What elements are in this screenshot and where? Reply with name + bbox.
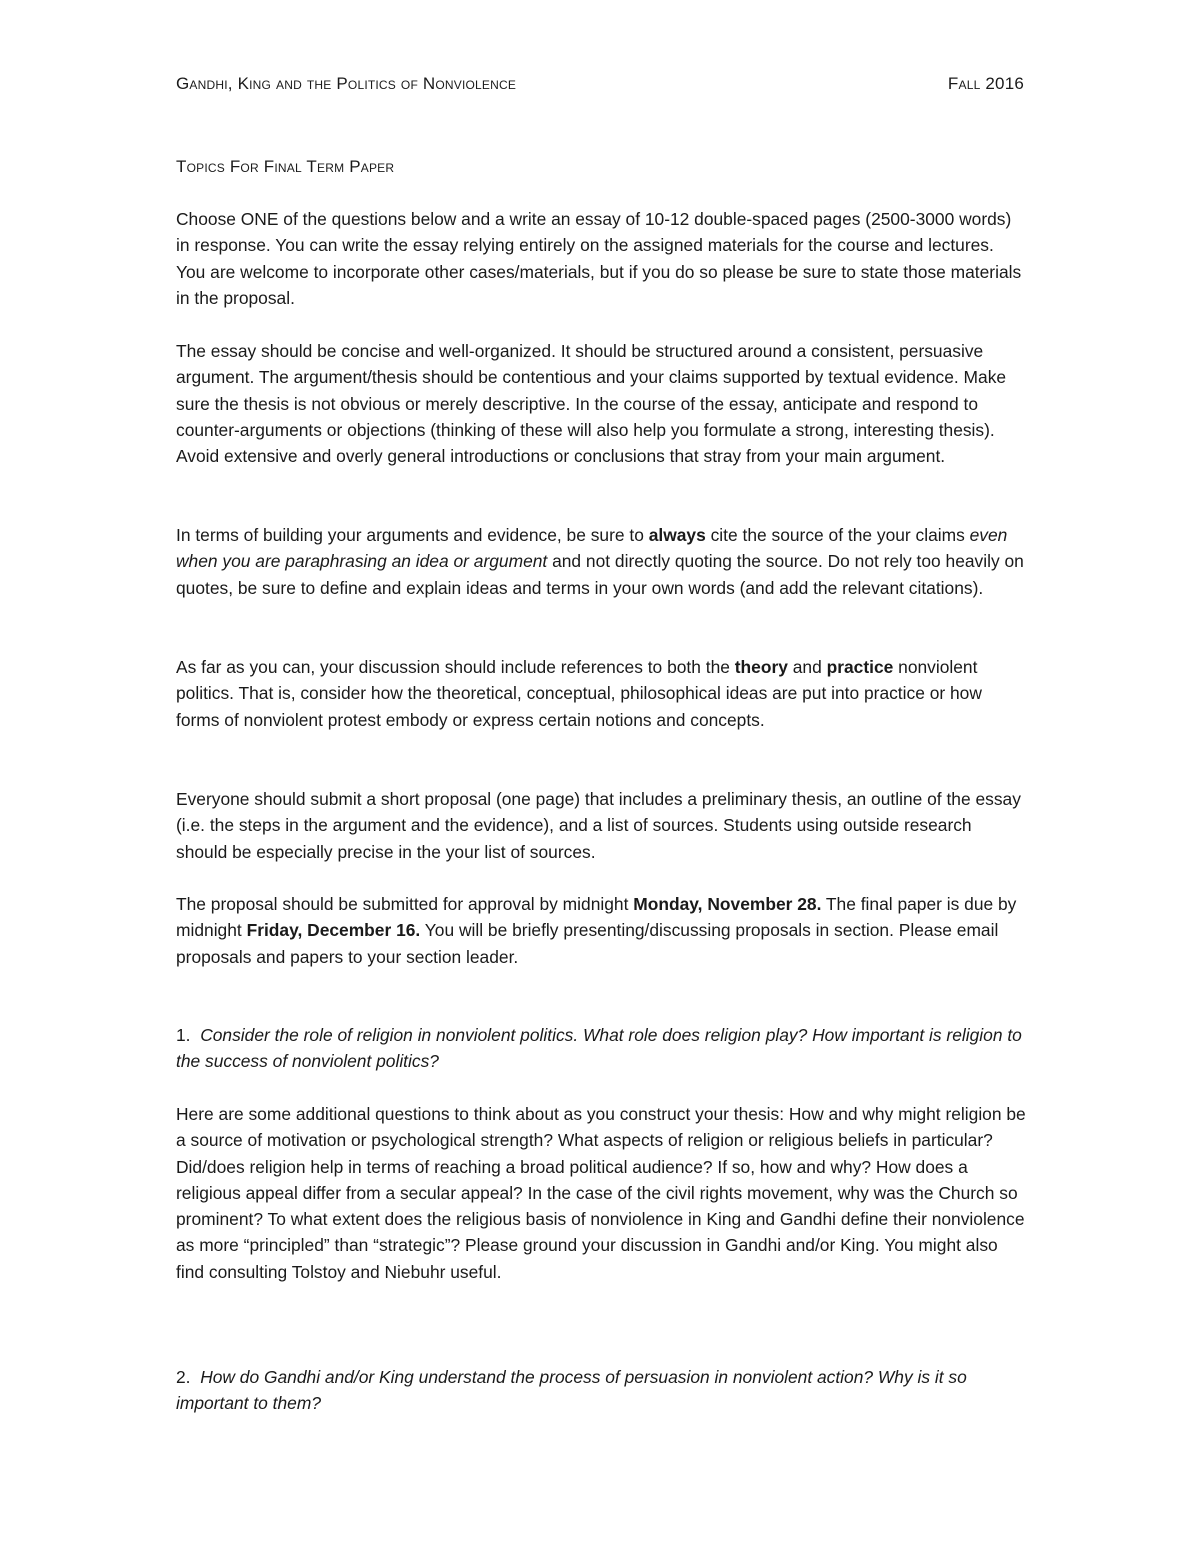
deadline-text-a: The proposal should be submitted for approval by midnight <box>176 894 634 914</box>
proposal-deadline: Monday, November 28. <box>633 894 822 914</box>
page-header <box>176 74 1024 94</box>
term-label: Fall 2016 <box>947 74 1024 93</box>
citation-text-e: and not directly quoting the source. Do not rely too heavily on quotes, be sure to define and explain ideas and terms in your own words (and add the relevant citations). <box>176 551 1024 598</box>
intro-paragraph-4 <box>176 654 1026 733</box>
question-text: How do Gandhi and/or King understand the process of persuasion in nonviolent action? Why is it so important to them? <box>176 1367 967 1414</box>
emphasis-practice: practice <box>826 657 894 677</box>
intro-paragraph-5: Everyone should submit a short proposal (one page) that includes a preliminary thesis, an outline of the essay (i.e. the steps in the argument and the evidence), and a list of sources. Students using outside research should be especially precise in the your list of sources. <box>176 789 1021 862</box>
question-text: Consider the role of religion in nonviolent politics. What role does religion play? How important is religion to the success of nonviolent politics? <box>176 1025 1022 1072</box>
course-title: Gandhi, King and the Politics of Nonviolence <box>176 74 517 93</box>
intro-paragraph-6 <box>176 891 1026 970</box>
citation-text-a: In terms of building your arguments and evidence, be sure to <box>176 525 649 545</box>
paper-deadline: Friday, December 16. <box>246 920 421 941</box>
section-heading: Topics For Final Term Paper <box>176 157 395 176</box>
deadline-text-e: You will be briefly presenting/discussing proposals in section. Please email proposals and papers to your section leader. <box>176 920 999 967</box>
deadline-text-c: The final paper is due by midnight <box>176 894 1017 941</box>
question-number: 1. <box>176 1025 191 1045</box>
question-1 <box>176 1022 1026 1075</box>
citation-text-c: cite the source of the your claims <box>705 525 970 545</box>
intro-paragraph-2: The essay should be concise and well-organized. It should be structured around a consistent, persuasive argument. The argument/thesis should be contentious and your claims supported by textual evidence. Make sure the thesis is not obvious or merely descriptive. In the course of the essay, anticipate and respond to counter-arguments or objections (thinking of these will also help you formulate a strong, interesting thesis). Avoid extensive and overly general introductions or conclusions that stray from your main argument. <box>176 341 1007 467</box>
theory-text-a: As far as you can, your discussion should include references to both the <box>176 657 735 677</box>
question-number: 2. <box>176 1367 191 1387</box>
intro-paragraph-1: Choose ONE of the questions below and a write an essay of 10-12 double-spaced pages (2500-3000 words) in response. You can write the essay relying entirely on the assigned materials for the course and lectures. You are welcome to incorporate other cases/materials, but if you do so please be sure to state those materials in the proposal. <box>176 209 1022 308</box>
document-page <box>176 0 1026 1553</box>
intro-paragraph-3 <box>176 522 1026 601</box>
citation-emphasis-always: always <box>648 525 706 545</box>
theory-text-c: and <box>787 657 827 677</box>
question-1-details: Here are some additional questions to think about as you construct your thesis: How and why might religion be a source of motivation or psychological strength? What aspects of religion or religious beliefs in particular? Did/does religion help in terms of reaching a broad political audience? If so, how and why? How does a religious appeal differ from a secular appeal? In the case of the civil rights movement, why was the Church so prominent? To what extent does the religious basis of nonviolence in King and Gandhi define their nonviolence as more “principled” than “strategic”? Please ground your discussion in Gandhi and/or King. You might also find consulting Tolstoy and Niebuhr useful. <box>176 1104 1026 1282</box>
citation-italic: even when you are paraphrasing an idea or argument <box>176 525 1008 572</box>
theory-text-e: nonviolent politics. That is, consider how the theoretical, conceptual, philosophical ideas are put into practice or how forms of nonviolent protest embody or express certain notions and concepts. <box>176 657 982 730</box>
question-2 <box>176 1364 1026 1417</box>
emphasis-theory: theory <box>734 657 788 677</box>
